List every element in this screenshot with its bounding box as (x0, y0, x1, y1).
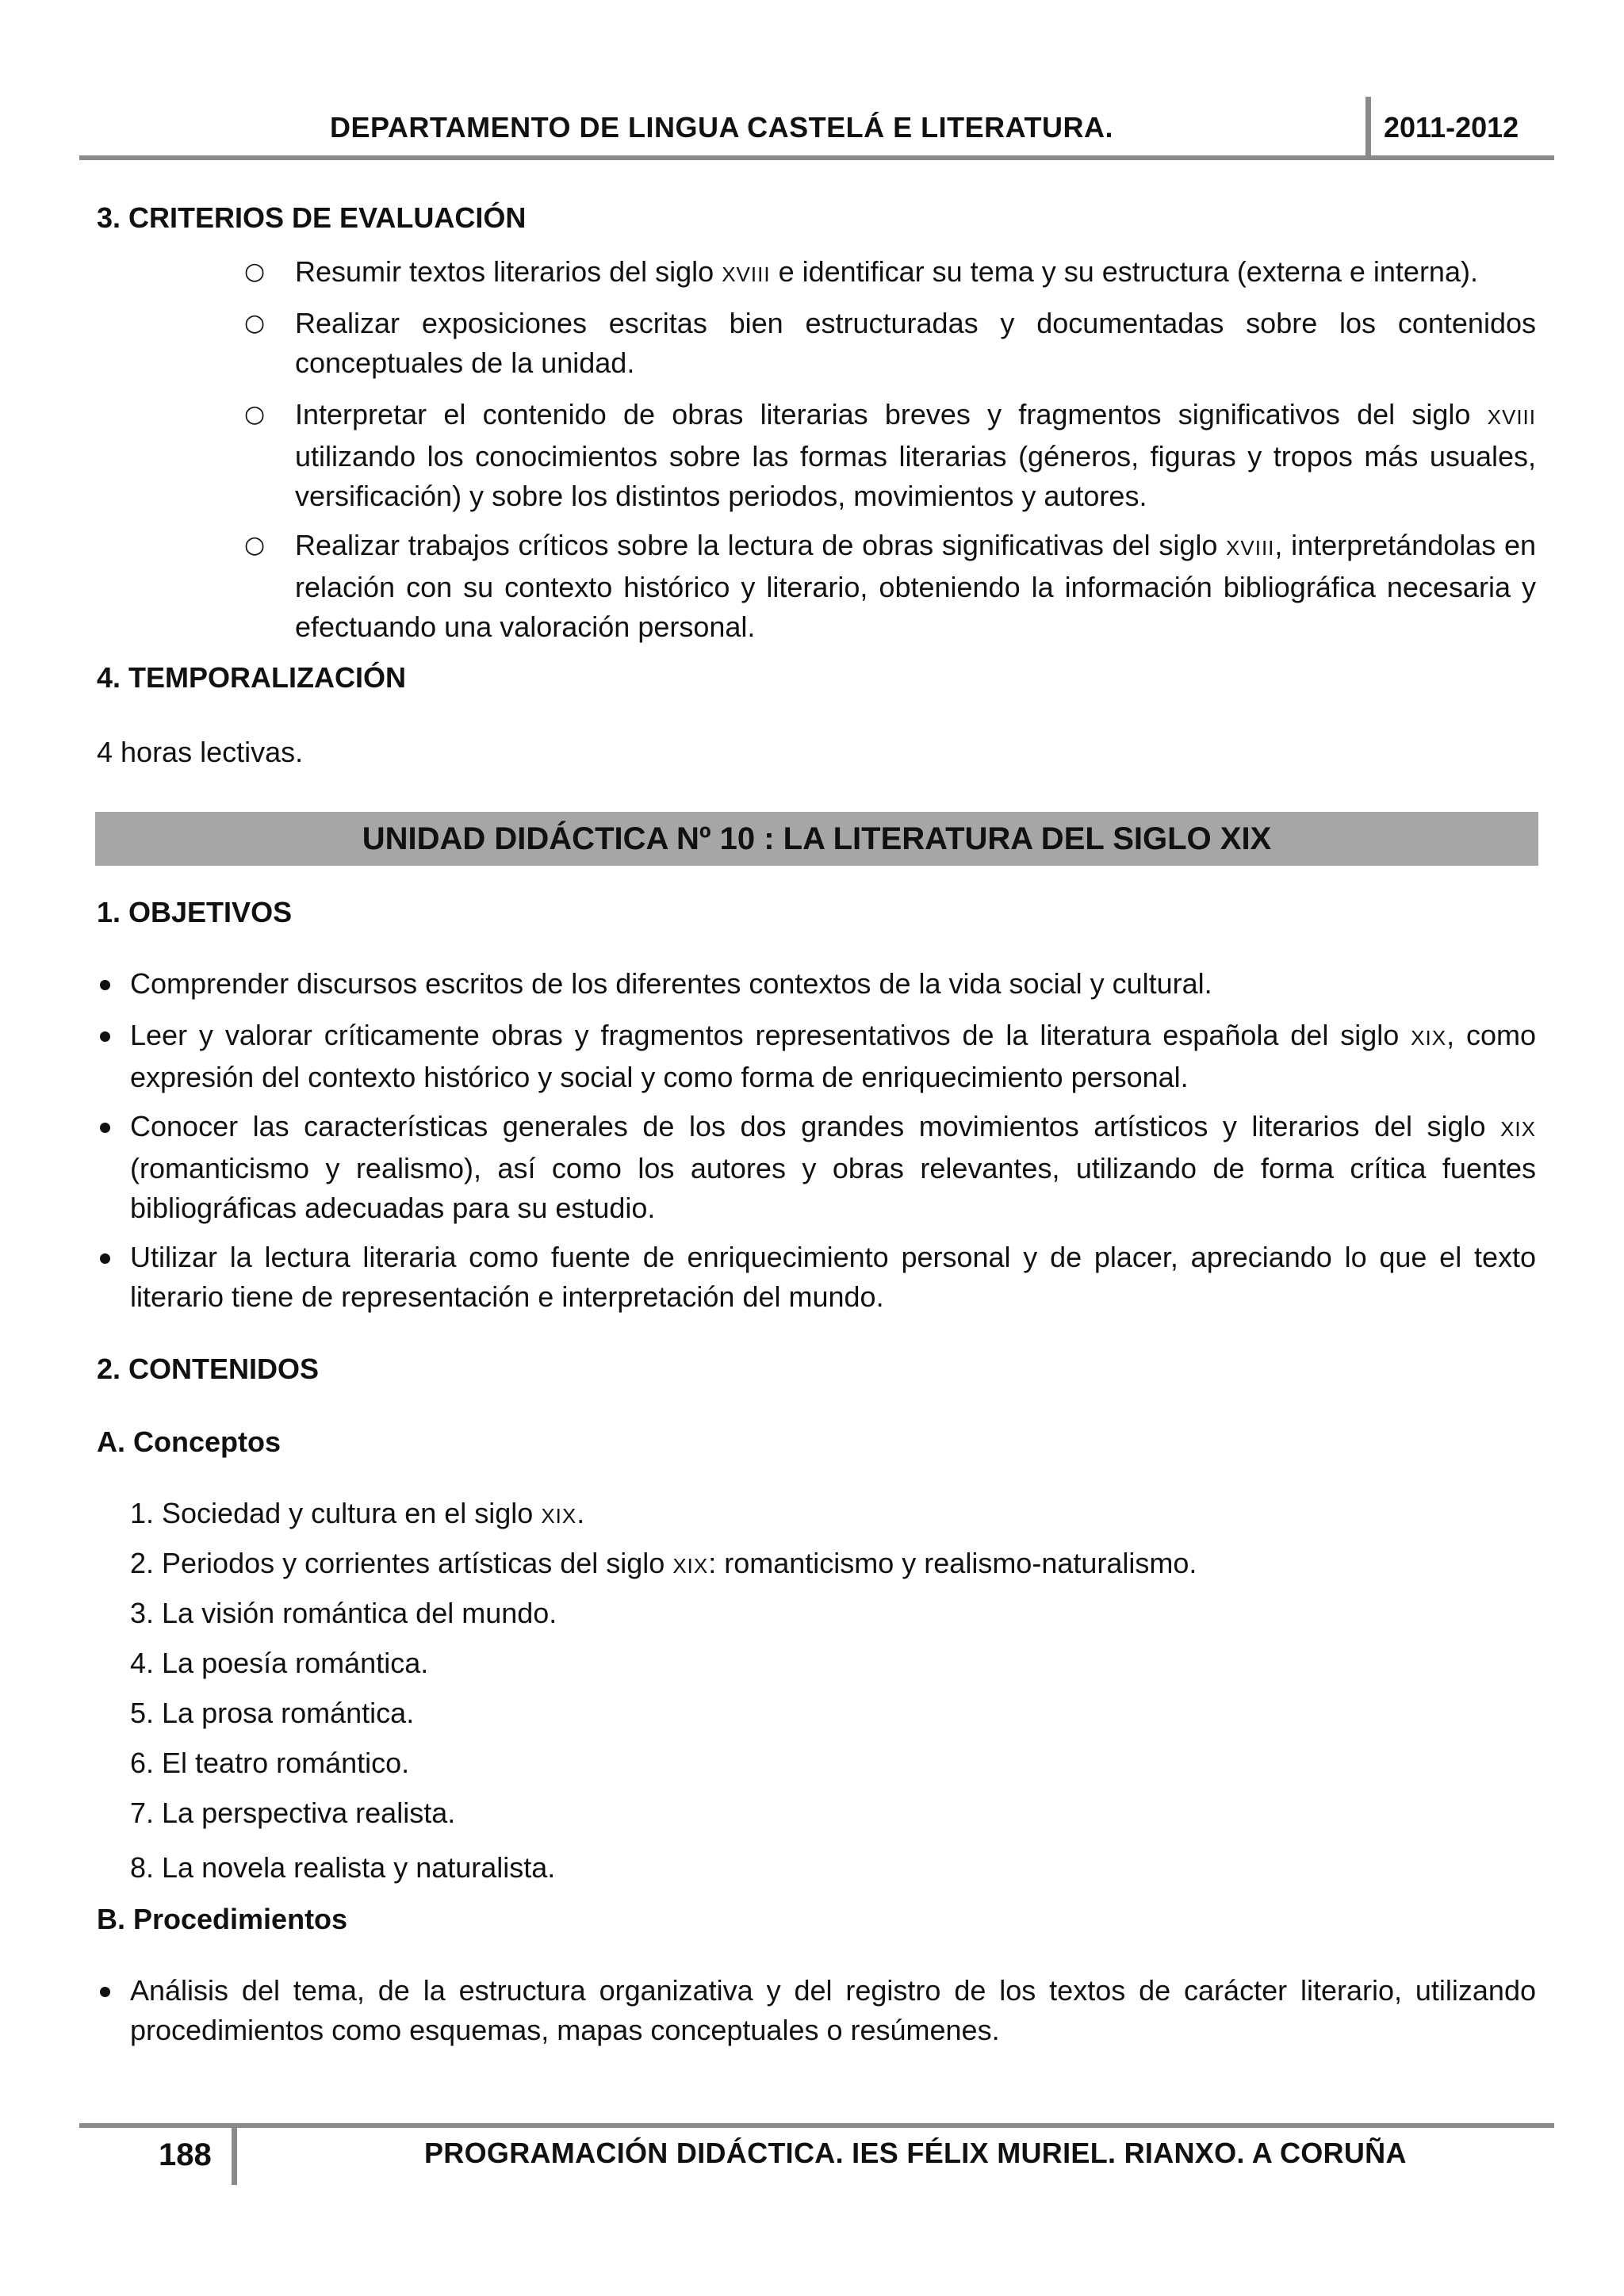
list-item: Utilizar la lectura literaria como fuente de enriquecimiento personal y de placer, apreciando lo que el texto literario tiene de representación e interpretación del mundo. (130, 1238, 1536, 1319)
list-item: 6. El teatro romántico. (130, 1747, 410, 1779)
list-item: Conocer las características generales de los dos grandes movimientos artísticos y literarios del siglo XIX (romanticismo y realismo), así como los autores y obras relevantes, utilizando de forma crítica fuentes bibliográficas adecuadas para su estudio. (130, 1107, 1536, 1228)
list-item: 4. La poesía romántica. (130, 1647, 429, 1679)
conceptos-list (97, 1494, 1536, 1890)
list-item: ○ Realizar trabajos críticos sobre la lectura de obras significativas del siglo XVIII, interpretándolas en relación con su contexto histórico y literario, obteniendo la información bibliográfica necesaria y efectuando una valoración personal. (295, 526, 1536, 647)
footer-rule (79, 2123, 1554, 2128)
list-item: ○ Interpretar el contenido de obras literarias breves y fragmentos significativos del siglo XVIII utilizando los conocimientos sobre las formas literarias (géneros, figuras y tropos más usuales, versificación) y sobre los distintos periodos, movimientos y autores. (295, 395, 1536, 516)
objetivos-heading: 1. OBJETIVOS (97, 896, 293, 928)
page-number: 188 (159, 2137, 212, 2172)
list-item: 2. Periodos y corrientes artísticas del siglo XIX: romanticismo y realismo-naturalismo. (130, 1547, 1197, 1579)
list-item: 7. La perspectiva realista. (130, 1797, 456, 1829)
conceptos-heading: A. Conceptos (97, 1425, 282, 1458)
header-rule (79, 155, 1554, 160)
contenidos-heading: 2. CONTENIDOS (97, 1353, 320, 1385)
criterios-heading: 3. CRITERIOS DE EVALUACIÓN (97, 201, 527, 234)
list-item: Leer y valorar críticamente obras y fragmentos representativos de la literatura española del siglo XIX, como expresión del contexto histórico y social y como forma de enriquecimiento personal. (130, 1016, 1536, 1097)
unit-title-bar (95, 812, 1538, 866)
footer-text: PROGRAMACIÓN DIDÁCTICA. IES FÉLIX MURIEL. RIANXO. A CORUÑA (424, 2137, 1407, 2169)
temporalizacion-heading: 4. TEMPORALIZACIÓN (97, 661, 407, 694)
temporalizacion-text: 4 horas lectivas. (97, 736, 304, 768)
procedimientos-heading: B. Procedimientos (97, 1903, 348, 1935)
header-department: DEPARTAMENTO DE LINGUA CASTELÁ E LITERATURA. (330, 111, 1113, 144)
procedimientos-list (97, 1971, 1536, 2053)
list-item: 8. La novela realista y naturalista. (130, 1851, 556, 1884)
list-item: Análisis del tema, de la estructura organizativa y del registro de los textos de carácter literario, utilizando procedimientos como esquemas, mapas conceptuales o resúmenes. (130, 1971, 1536, 2053)
header-divider (1365, 97, 1371, 160)
page-content (97, 198, 1536, 2062)
list-item: 1. Sociedad y cultura en el siglo XIX. (130, 1497, 585, 1529)
list-item: 5. La prosa romántica. (130, 1697, 415, 1729)
header-year: 2011-2012 (1384, 111, 1519, 144)
objetivos-list (97, 964, 1536, 1319)
list-item: ○ Resumir textos literarios del siglo XVIII e identificar su tema y su estructura (externa e interna). (295, 252, 1536, 294)
footer-divider (232, 2126, 237, 2185)
criterios-list (97, 252, 1536, 647)
list-item: 3. La visión romántica del mundo. (130, 1597, 557, 1629)
list-item: ○ Realizar exposiciones escritas bien estructuradas y documentadas sobre los contenidos conceptuales de la unidad. (295, 304, 1536, 385)
list-item: Comprender discursos escritos de los diferentes contextos de la vida social y cultural. (130, 964, 1536, 1006)
unit-title: UNIDAD DIDÁCTICA Nº 10 : LA LITERATURA DEL SIGLO XIX (362, 821, 1272, 856)
